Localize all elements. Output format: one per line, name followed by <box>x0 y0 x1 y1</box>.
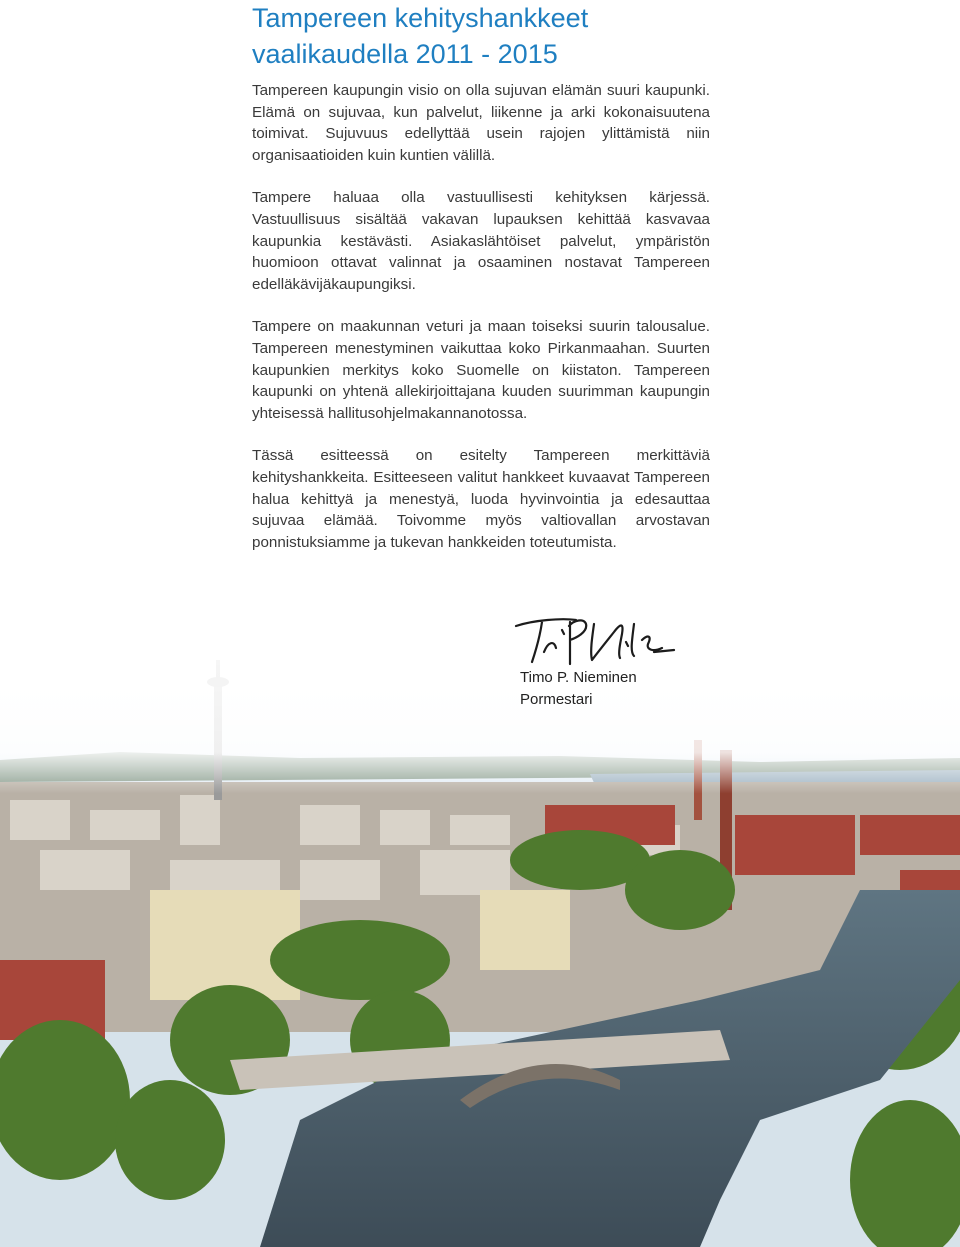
signer-name: Timo P. Nieminen <box>520 669 637 686</box>
document-title <box>252 0 852 72</box>
paragraph-2: Tampere haluaa olla vastuullisesti kehityksen kärjessä. Vastuullisuus sisältää vakavan lupauksen kehittää kasvavaa kaupunkia kestävästi. Asiakaslähtöiset palvelut, ympäristön huomioon ottavat valinnat ja osaaminen nostavat Tampereen edelläkävijäkaupungiksi. <box>252 189 710 293</box>
city-aerial-photo <box>0 560 960 1247</box>
signer-block <box>520 667 637 710</box>
paragraph-3: Tampere on maakunnan veturi ja maan toiseksi suurin talousalue. Tampereen menestyminen vaikuttaa koko Pirkanmaahan. Suurten kaupunkien merkitys koko Suomelle on kiistaton. Tampereen kaupunki on yhtenä allekirjoittajana kuuden suurimman kaupungin yhteisessä hallitusohjelmakannanotossa. <box>252 318 710 422</box>
signer-role: Pormestari <box>520 690 593 708</box>
title-line-1: Tampereen kehityshankkeet <box>252 3 589 33</box>
title-line-2: vaalikaudella 2011 - 2015 <box>252 39 558 69</box>
handwritten-signature <box>514 612 679 670</box>
paragraph-4: Tässä esitteessä on esitelty Tampereen merkittäviä kehityshankkeita. Esitteeseen valitut hankkeet kuvaavat Tampereen halua kehittyä ja menestyä, luoda hyvinvointia ja edesauttaa sujuvaa elämää. Toivomme myös valtiovallan arvostavan ponnistuksiamme ja tukevan hankkeiden toteutumista. <box>252 447 710 551</box>
paragraph-1: Tampereen kaupungin visio on olla sujuvan elämän suuri kaupunki. Elämä on sujuvaa, kun palvelut, liikenne ja arki kokonaisuutena toimivat. Sujuvuus edellyttää usein rajojen ylittämistä niin organisaatioiden kuin kuntien välillä. <box>252 82 710 164</box>
intro-text <box>252 80 710 574</box>
